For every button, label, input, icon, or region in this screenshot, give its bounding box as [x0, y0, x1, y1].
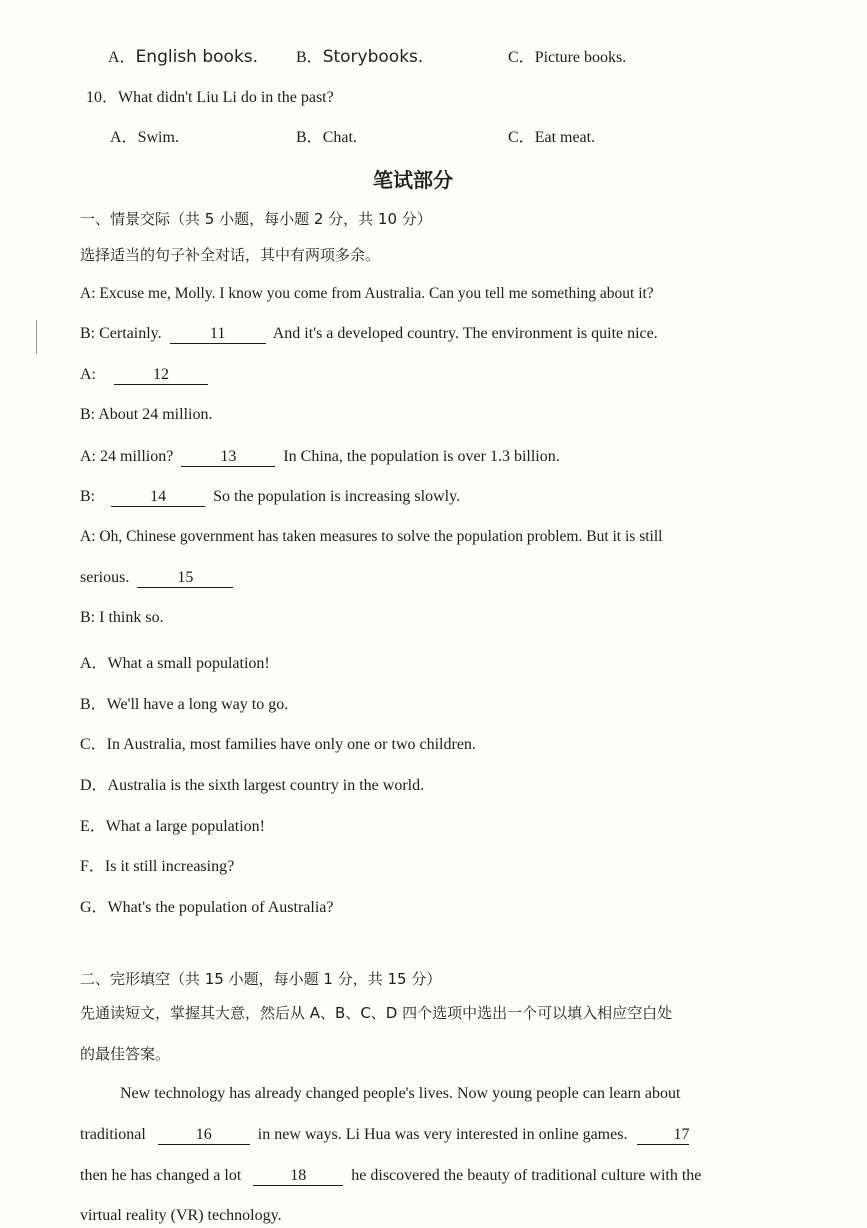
section1-heading: 一、情景交际（共 5 小题，每小题 2 分，共 10 分） — [80, 210, 432, 228]
dialogue-line-7: A: Oh, Chinese government has taken measures to solve the population problem. But it is still — [80, 528, 663, 545]
q10-stem: 10．What didn't Liu Li do in the past? — [86, 89, 334, 106]
q10-option-a-label: A． — [110, 129, 138, 146]
passage-line-2-pre: traditional — [80, 1126, 146, 1143]
dialogue-line-2-post: And it's a developed country. The environment is quite nice. — [272, 325, 658, 342]
choice-g: G．What's the population of Australia? — [80, 899, 334, 916]
blank-12[interactable]: 12 — [114, 366, 208, 385]
dialogue-line-8-pre: serious. — [80, 569, 130, 586]
dialogue-line-5 — [80, 448, 560, 467]
dialogue-line-5-post: In China, the population is over 1.3 billion. — [283, 448, 560, 465]
passage-line-2 — [80, 1126, 693, 1145]
section2-instruction-1: 先通读短文，掌握其大意，然后从 A、B、C、D 四个选项中选出一个可以填入相应空白处 — [80, 1004, 673, 1022]
choice-c: C．In Australia, most families have only one or two children. — [80, 736, 476, 753]
dialogue-line-4: B: About 24 million. — [80, 406, 213, 423]
dialogue-line-5-pre: A: 24 million? — [80, 448, 174, 465]
section1-instruction: 选择适当的句子补全对话，其中有两项多余。 — [80, 246, 381, 264]
dialogue-line-6-post: So the population is increasing slowly. — [213, 488, 461, 505]
dialogue-line-6 — [80, 488, 460, 507]
q9-option-c — [508, 44, 626, 67]
passage-line-2-mid: in new ways. Li Hua was very interested in online games. — [257, 1126, 628, 1143]
blank-14[interactable]: 14 — [111, 488, 205, 507]
q10-option-c — [508, 124, 595, 147]
choice-d: D．Australia is the sixth largest country in the world. — [80, 777, 425, 794]
passage-line-3 — [80, 1167, 701, 1186]
dialogue-line-8 — [80, 569, 237, 588]
dialogue-line-1: A: Excuse me, Molly. I know you come from Australia. Can you tell me something about it? — [80, 285, 654, 302]
blank-15[interactable]: 15 — [137, 569, 233, 588]
q9-option-c-text: Picture books. — [534, 49, 627, 66]
q10-option-a — [110, 124, 179, 147]
q10-option-c-text: Eat meat. — [534, 129, 596, 146]
section2-heading: 二、完形填空（共 15 小题，每小题 1 分，共 15 分） — [80, 970, 442, 988]
q10-option-b-text: Chat. — [322, 129, 357, 146]
blank-13[interactable]: 13 — [181, 448, 275, 467]
q9-option-b-text: Storybooks. — [322, 47, 424, 67]
passage-line-3-post: he discovered the beauty of traditional culture with the — [351, 1167, 702, 1184]
blank-11[interactable]: 11 — [170, 325, 266, 344]
dialogue-line-6-pre: B: — [80, 488, 96, 505]
q9-option-b — [296, 44, 423, 67]
q10-option-b — [296, 124, 357, 147]
dialogue-line-2 — [80, 325, 658, 344]
q9-option-c-label: C． — [508, 49, 535, 66]
dialogue-line-3-pre: A: — [80, 366, 96, 383]
choice-f: F．Is it still increasing? — [80, 858, 235, 875]
written-part-title: 笔试部分 — [373, 168, 453, 192]
q10-option-a-text: Swim. — [137, 129, 179, 146]
blank-16[interactable]: 16 — [158, 1126, 250, 1145]
dialogue-line-2-pre: B: Certainly. — [80, 325, 162, 342]
dialogue-line-9: B: I think so. — [80, 609, 164, 626]
q9-option-a — [108, 44, 258, 67]
blank-18[interactable]: 18 — [253, 1167, 343, 1186]
passage-line-1: New technology has already changed people's lives. Now young people can learn about — [120, 1085, 681, 1102]
q9-option-a-label: A． — [108, 49, 136, 66]
passage-line-3-pre: then he has changed a lot — [80, 1167, 242, 1184]
scan-margin-mark — [36, 320, 37, 354]
blank-17[interactable]: 17 — [637, 1126, 689, 1145]
passage-line-4: virtual reality (VR) technology. — [80, 1207, 282, 1224]
q10-option-b-label: B． — [296, 129, 323, 146]
q9-option-b-label: B． — [296, 49, 323, 66]
dialogue-line-3 — [80, 366, 212, 385]
section2-instruction-2: 的最佳答案。 — [80, 1045, 171, 1063]
q9-option-a-text: English books. — [135, 47, 259, 67]
choice-e: E．What a large population! — [80, 818, 265, 835]
choice-b: B．We'll have a long way to go. — [80, 696, 289, 713]
q10-option-c-label: C． — [508, 129, 535, 146]
choice-a: A．What a small population! — [80, 655, 270, 672]
